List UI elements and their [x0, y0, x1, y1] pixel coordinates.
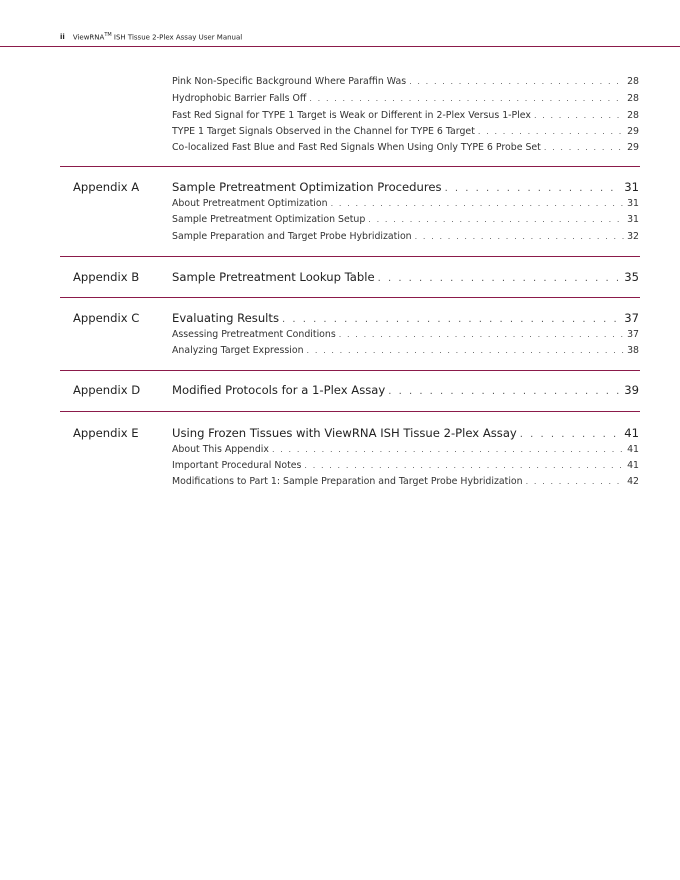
appendix-b-label: Appendix B: [73, 270, 140, 284]
toc-entry[interactable]: [172, 126, 639, 137]
dot-leader: [445, 183, 621, 194]
toc-section-title: Using Frozen Tissues with ViewRNA ISH Tissue 2-Plex Assay: [172, 426, 517, 440]
toc-section-title: Evaluating Results: [172, 311, 279, 325]
toc-section-appendix-e[interactable]: [172, 426, 639, 440]
toc-section-title: Sample Pretreatment Optimization Procedures: [172, 180, 442, 194]
toc-entry-page: 32: [627, 231, 639, 242]
running-header: [60, 29, 680, 43]
appendix-e-label: Appendix E: [73, 426, 139, 440]
dot-leader: [368, 215, 625, 224]
dot-leader: [526, 477, 625, 486]
toc-entry[interactable]: [172, 214, 639, 225]
toc-entry-title: TYPE 1 Target Signals Observed in the Channel for TYPE 6 Target: [172, 126, 475, 137]
dot-leader: [307, 346, 626, 355]
toc-section-page: 39: [624, 383, 639, 397]
section-divider: [60, 370, 640, 371]
dot-leader: [388, 386, 620, 397]
appendix-d-label: Appendix D: [73, 383, 141, 397]
toc-entry[interactable]: [172, 444, 639, 455]
toc-entry-title: Co-localized Fast Blue and Fast Red Signals When Using Only TYPE 6 Probe Set: [172, 142, 541, 153]
toc-entry[interactable]: [172, 198, 639, 209]
toc-section-page: 41: [624, 426, 639, 440]
toc-entry-page: 42: [627, 476, 639, 487]
toc-section-title: Modified Protocols for a 1-Plex Assay: [172, 383, 386, 397]
toc-entry-page: 28: [627, 76, 639, 87]
toc-entry-title: Pink Non-Specific Background Where Paraffin Was: [172, 76, 407, 87]
toc-section-appendix-a[interactable]: [172, 180, 639, 194]
manual-title-prefix: ViewRNA: [72, 33, 105, 42]
dot-leader: [272, 445, 625, 454]
manual-title-suffix: ISH Tissue 2-Plex Assay User Manual: [111, 33, 243, 42]
dot-leader: [544, 143, 625, 152]
header-rule: [0, 46, 680, 47]
toc-entry-page: 29: [627, 126, 639, 137]
appendix-a-label: Appendix A: [73, 180, 140, 194]
dot-leader: [304, 461, 625, 470]
toc-entry[interactable]: [172, 93, 639, 104]
toc-entry-page: 29: [627, 142, 639, 153]
toc-entry-title: About This Appendix: [172, 444, 269, 455]
section-divider: [60, 256, 640, 257]
toc-entry-title: About Pretreatment Optimization: [172, 198, 328, 209]
toc-entry[interactable]: [172, 110, 639, 121]
dot-leader: [415, 232, 625, 241]
toc-section-page: 35: [624, 270, 639, 284]
dot-leader: [339, 330, 625, 339]
toc-section-page: 31: [624, 180, 639, 194]
appendix-c-label: Appendix C: [73, 311, 140, 325]
toc-entry-page: 31: [627, 214, 639, 225]
toc-entry-title: Analyzing Target Expression: [172, 345, 304, 356]
toc-entry-title: Sample Pretreatment Optimization Setup: [172, 214, 366, 225]
toc-entry-title: Sample Preparation and Target Probe Hybridization: [172, 231, 412, 242]
dot-leader: [331, 199, 625, 208]
dot-leader: [309, 94, 625, 103]
section-divider: [60, 166, 640, 167]
toc-entry-title: Modifications to Part 1: Sample Preparation and Target Probe Hybridization: [172, 476, 523, 487]
toc-entry[interactable]: [172, 460, 639, 471]
toc-entry-title: Fast Red Signal for TYPE 1 Target is Weak or Different in 2-Plex Versus 1-Plex: [172, 110, 531, 121]
toc-entry-page: 37: [627, 329, 639, 340]
toc-entry-page: 31: [627, 198, 639, 209]
toc-section-page: 37: [624, 311, 639, 325]
toc-entry-page: 38: [627, 345, 639, 356]
toc-section-title: Sample Pretreatment Lookup Table: [172, 270, 375, 284]
dot-leader: [478, 127, 625, 136]
toc-entry-page: 28: [627, 110, 639, 121]
toc-entry-page: 41: [627, 460, 639, 471]
dot-leader: [378, 273, 621, 284]
toc-entry[interactable]: [172, 76, 639, 87]
toc-entry[interactable]: [172, 476, 639, 487]
toc-entry-title: Hydrophobic Barrier Falls Off: [172, 93, 307, 104]
toc-section-appendix-d[interactable]: [172, 383, 639, 397]
toc-entry[interactable]: [172, 345, 639, 356]
dot-leader: [520, 429, 620, 440]
toc-entry[interactable]: [172, 329, 639, 340]
toc-entry-page: 41: [627, 444, 639, 455]
toc-entry[interactable]: [172, 231, 639, 242]
toc-section-appendix-c[interactable]: [172, 311, 639, 325]
toc-section-appendix-b[interactable]: [172, 270, 639, 284]
dot-leader: [534, 111, 625, 120]
dot-leader: [282, 314, 620, 325]
toc-entry[interactable]: [172, 142, 639, 153]
dot-leader: [409, 77, 625, 86]
toc-entry-page: 28: [627, 93, 639, 104]
section-divider: [60, 297, 640, 298]
trademark-mark: TM: [104, 32, 112, 38]
section-divider: [60, 411, 640, 412]
toc-entry-title: Important Procedural Notes: [172, 460, 302, 471]
toc-entry-title: Assessing Pretreatment Conditions: [172, 329, 336, 340]
page-number: ii: [60, 33, 65, 42]
